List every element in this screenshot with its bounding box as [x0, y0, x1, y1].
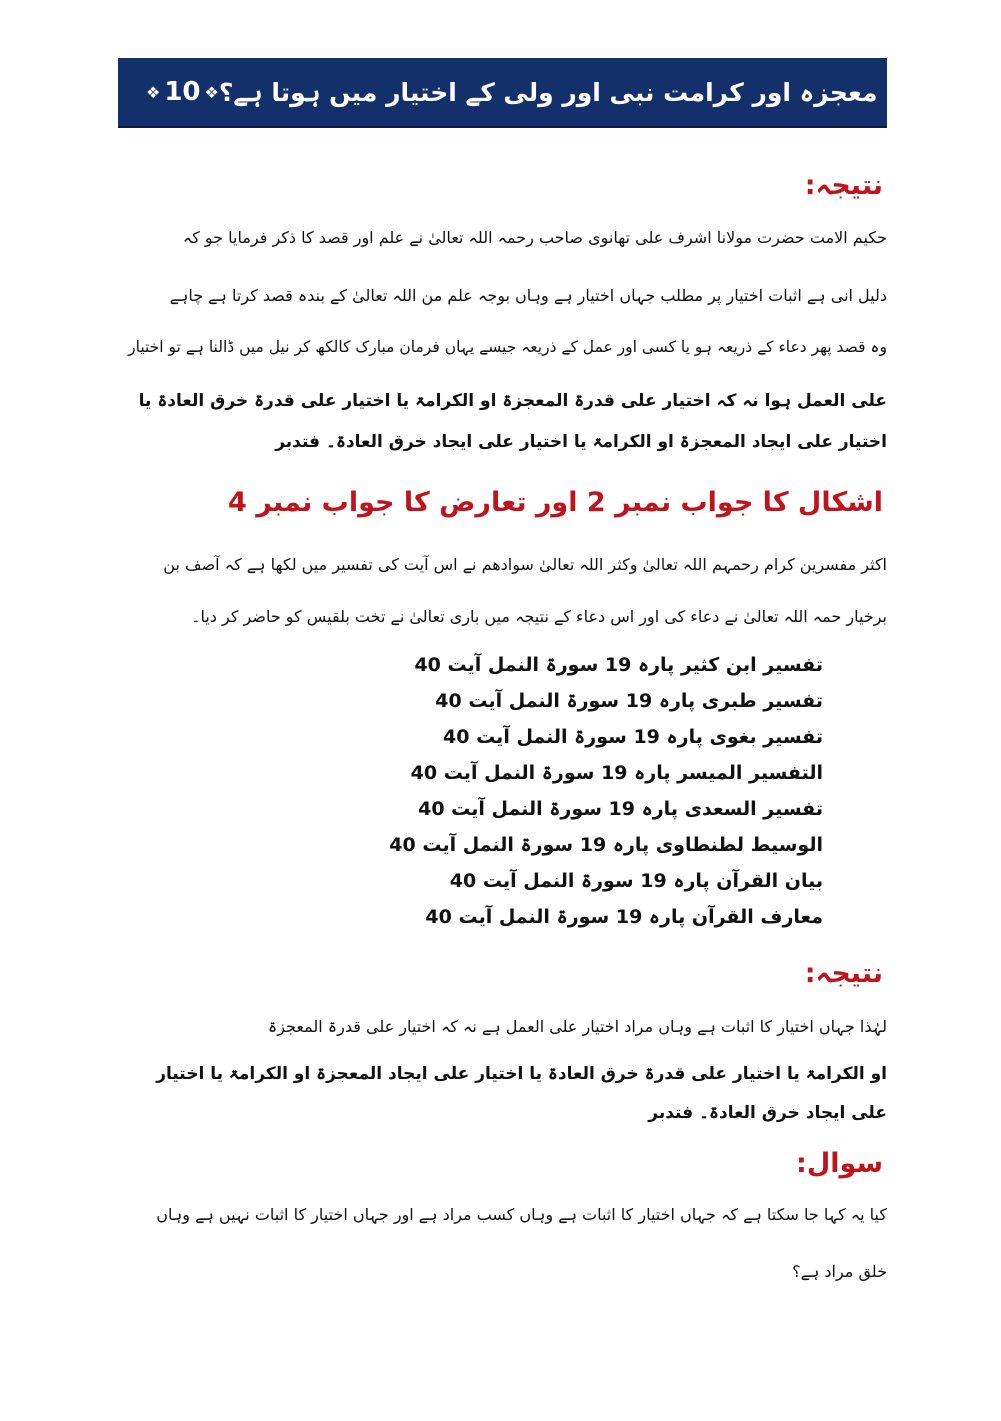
paragraph-line: اختیار علی ایجاد المعجزۃ او الکرامۃ یا اختیار علی ایجاد خرق العادۃ۔ فتدبر — [275, 432, 887, 452]
reference-item: تفسیر بغوی پارہ 19 سورۃ النمل آیت 40 — [443, 726, 823, 748]
paragraph-line: لہٰذا جہاں اختیار کا اثبات ہے وہاں مراد اختیار علی العمل ہے نہ کہ اختیار علی قدرۃ المعجزۃ — [267, 1017, 887, 1036]
paragraph-line: حکیم الامت حضرت مولانا اشرف علی تھانوی صاحب رحمہ اللہ تعالیٰ نے علم اور قصد کا ذکر فرمایا جو کہ — [182, 228, 887, 247]
ornament-icon: ❖ — [146, 82, 161, 102]
reference-item: تفسیر السعدی پارہ 19 سورۃ النمل آیت 40 — [418, 798, 823, 820]
paragraph-line: او الکرامۃ یا اختیار علی قدرۃ خرق العادۃ یا اختیار علی ایجاد المعجزۃ او الکرامۃ یا اختیار — [156, 1064, 887, 1084]
paragraph-line: اکثر مفسرین کرام رحمہم اللہ تعالیٰ وکثر اللہ تعالیٰ سوادھم نے اس آیت کی تفسیر میں لکھا ہے کہ آصف بن — [163, 555, 887, 574]
page-header — [118, 58, 921, 128]
paragraph-line: برخیار حمہ اللہ تعالیٰ نے دعاء کی اور اس دعاء کے نتیجہ میں باری تعالیٰ نے تخت بلقیس کو حاضر کر دیا۔ — [191, 607, 887, 626]
section-heading-answer: اشکال کا جواب نمبر 2 اور تعارض کا جواب نمبر 4 — [228, 487, 883, 518]
paragraph-line: دلیل انی ہے اثبات اختیار پر مطلب جہاں اختیار ہے وہاں بوجہ علم من اللہ تعالیٰ کے بندہ قصد کرتا ہے چاہے — [169, 286, 887, 305]
paragraph-line: علی العمل ہوا نہ کہ اختیار علی قدرۃ المعجزۃ او الکرامۃ یا اختیار علی قدرۃ خرق العادۃ یا — [138, 391, 887, 411]
page-number-badge — [146, 77, 219, 107]
header-title: کیا معجزہ اور کرامت نبی اور ولی کے اختیار میں ہوتا ہے؟ — [218, 77, 921, 107]
reference-list — [323, 647, 823, 935]
reference-item: التفسیر المیسر پارہ 19 سورۃ النمل آیت 40 — [410, 762, 823, 784]
paragraph-line: خلق مراد ہے؟ — [792, 1262, 887, 1281]
page-number: 10 — [164, 77, 201, 107]
section-heading-result: نتیجہ: — [804, 170, 883, 201]
paragraph-line: علی ایجاد خرق العادۃ۔ فتدبر — [648, 1103, 887, 1123]
ornament-icon: ❖ — [204, 82, 219, 102]
section-heading-result: نتیجہ: — [804, 958, 883, 989]
paragraph-line: کیا یہ کہا جا سکتا ہے کہ جہاں اختیار کا اثبات ہے وہاں کسب مراد ہے اور جہاں اختیار کا اثبات نہیں ہے وہاں — [156, 1205, 887, 1224]
paragraph-line: وہ قصد پھر دعاء کے ذریعہ ہو یا کسی اور عمل کے ذریعہ جیسے یہاں فرمان مبارک کالکھ کر نیل میں ڈالنا ہے تو اختیار — [128, 338, 887, 356]
reference-item: بیان القرآن پارہ 19 سورۃ النمل آیت 40 — [449, 870, 823, 892]
reference-item: تفسیر ابن کثیر پارہ 19 سورۃ النمل آیت 40 — [414, 654, 823, 676]
reference-item: الوسیط لطنطاوی پارہ 19 سورۃ النمل آیت 40 — [389, 834, 823, 856]
reference-item: معارف القرآن پارہ 19 سورۃ النمل آیت 40 — [425, 906, 823, 928]
reference-item: تفسیر طبری پارہ 19 سورۃ النمل آیت 40 — [435, 690, 823, 712]
section-heading-question: سوال: — [796, 1148, 883, 1179]
